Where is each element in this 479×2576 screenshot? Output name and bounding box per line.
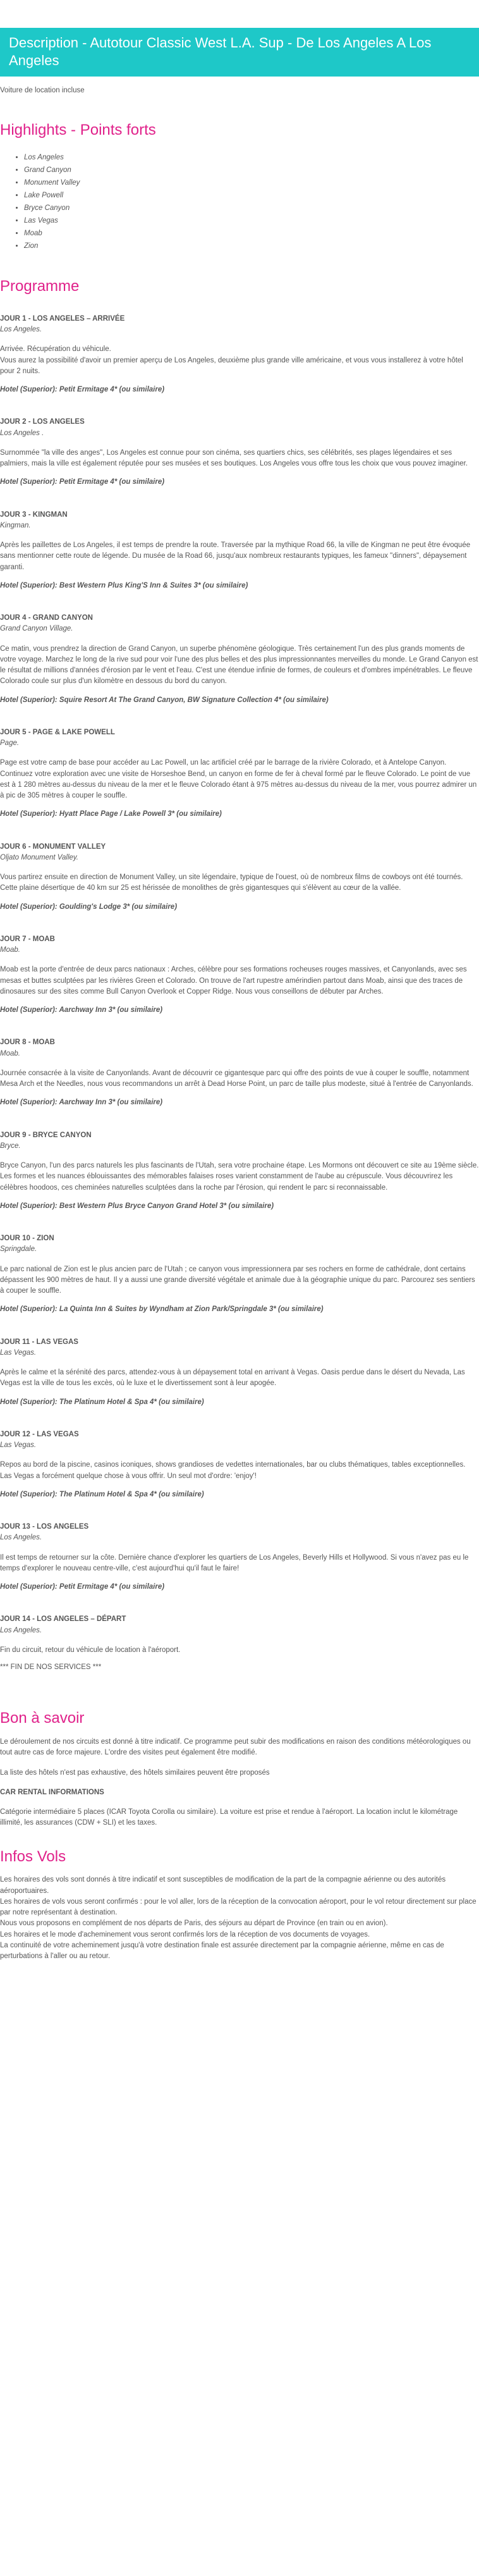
day-heading: JOUR 11 - LAS VEGAS [0,1338,78,1346]
day-heading: JOUR 3 - KINGMAN [0,510,68,519]
day-description: Ce matin, vous prendrez la direction de Grand Canyon, un superbe phénomène géologique. Très certainement l'un des plus grands moments de votre voyage. Marchez le long de la rive sud pour voir l'une des plus belles et des plus impressionnantes merveilles du monde. Le Grand Canyon est le résultat de millions d'années d'érosion par le vent et l'eau. C'est une étendue infinie de formes, de couleurs et d'ombres impénétrables. Le fleuve Colorado coule sur plus d'un kilomètre en dessous du bord du canyon. [0,644,478,686]
day-city: Bryce. [0,1142,21,1150]
programme-day [0,934,479,1016]
day-city: Oljato Monument Valley. [0,853,79,861]
day-heading: JOUR 2 - LOS ANGELES [0,418,85,426]
day-city: Moab. [0,946,20,954]
highlight-item: • Las Vegas [24,214,479,227]
highlight-item: • Bryce Canyon [24,202,479,214]
day-description: Fin du circuit, retour du véhicule de location à l'aéroport. [0,1646,181,1654]
day-city: Page. [0,739,20,748]
day-hotel: Hotel (Superior): Best Western Plus King'S Inn & Suites 3* (ou similaire) [0,581,248,589]
infos-vols-section [0,1848,479,1963]
bon-a-savoir-p2: La liste des hôtels n'est pas exhaustive, des hôtels similaires peuvent être proposés [0,1768,270,1777]
infos-vols-text: Les horaires des vols sont donnés à titre indicatif et sont susceptibles de modification de la part de la compagnie aérienne ou des autorités aéroportuaires. Les horaires de vols vous seront confirmés : pour le vol aller, lors de la réception de la convocation aéroport, pour le vol retour directement sur place par notre représentant à destination. Nous vous proposons en complément de nos départs de Paris, des séjours au départ de Province (en train ou en avion). Les horaires et le mode d'acheminement vous seront confirmés lors de la réception de vos documents de voyages. La continuité de votre acheminement jusqu'à votre destination finale est assurée directement par la compagnie aérienne, même en cas de perturbations à l'aller ou au retour. [0,1876,476,1961]
day-heading: JOUR 14 - LOS ANGELES – DÉPART [0,1615,126,1624]
day-city: Los Angeles. [0,1626,42,1634]
day-description: Vous partirez ensuite en direction de Monument Valley, un site légendaire, typique de l'ouest, où de nombreux films de cowboys ont été tournés. Cette plaine désertique de 40 km sur 25 est hérissée de monolithes de grès gigantesques qui s'élèvent au cœur de la vallée. [0,873,463,892]
bon-a-savoir-section [0,1710,479,1828]
day-description: Arrivée. Récupération du véhicule. Vous aurez la possibilité d'avoir un premier aperçu de Los Angeles, deuxième plus grande ville américaine, et vous vous installerez à votre hôtel pour 2 nuits. [0,345,463,375]
page-title: Description - Autotour Classic West L.A. Sup - De Los Angeles A Los Angeles [0,28,479,77]
day-heading: JOUR 12 - LAS VEGAS [0,1430,79,1438]
end-of-services: *** FIN DE NOS SERVICES *** [0,1663,102,1672]
day-heading: JOUR 1 - LOS ANGELES – ARRIVÉE [0,314,125,323]
day-heading: JOUR 13 - LOS ANGELES [0,1523,89,1531]
day-description: Surnommée "la ville des anges", Los Angeles est connue pour son cinéma, ses quartiers chics, ses célébrités, ses plages légendaires et ses palmiers, mais la ville est également réputée pour ses musées et ses boutiques. Los Angeles vous offre tous les choix que vous pouvez imaginer. [0,448,468,468]
day-description: Repos au bord de la piscine, casinos iconiques, shows grandioses de vedettes internationales, bar ou clubs thématiques, tables exceptionnelles. Las Vegas a forcément quelque chose à vous offrir. Un seul mot d'ordre: 'enjoy'! [0,1461,466,1480]
day-city: Las Vegas. [0,1441,37,1450]
highlight-item: • Monument Valley [24,176,479,189]
programme-day [0,1429,479,1500]
programme-day [0,727,479,820]
programme-day [0,1130,479,1212]
highlight-item: • Lake Powell [24,189,479,202]
day-hotel: Hotel (Superior): The Platinum Hotel & Spa 4* (ou similaire) [0,1490,204,1498]
intro-text: Voiture de location incluse [0,87,85,94]
infos-vols-heading: Infos Vols [0,1847,66,1865]
day-hotel: Hotel (Superior): Best Western Plus Bryce Canyon Grand Hotel 3* (ou similaire) [0,1202,274,1210]
highlight-item: • Moab [24,227,479,240]
programme-day [0,1337,479,1408]
day-heading: JOUR 10 - ZION [0,1235,54,1243]
day-description: Journée consacrée à la visite de Canyonlands. Avant de découvrir ce gigantesque parc qui offre des points de vue à couper le souffle, notamment Mesa Arch et the Needles, nous vous recommandons un arrêt à Dead Horse Point, un parc de taille plus modeste, situé à l'entrée de Canyonlands. [0,1069,473,1088]
highlight-item: • Los Angeles [24,151,479,164]
day-hotel: Hotel (Superior): Aarchway Inn 3* (ou similaire) [0,1099,163,1107]
highlight-item: • Grand Canyon [24,164,479,176]
programme-day [0,314,479,396]
day-heading: JOUR 7 - MOAB [0,935,55,943]
programme-day [0,842,479,913]
day-description: Bryce Canyon, l'un des parcs naturels les plus fascinants de l'Utah, sera votre prochaine étape. Les Mormons ont découvert ce site au 19ème siècle. Les formes et les nuances éblouissantes des mémorables falaises roses varient constamment de l'aube au crépuscule. Vous découvrirez les célèbres hoodoos, ces cheminées naturelles sculptées dans la roche par l'érosion, qui rendent le parc si reconnaissable. [0,1162,479,1192]
day-hotel: Hotel (Superior): Petit Ermitage 4* (ou similaire) [0,478,165,486]
day-heading: JOUR 5 - PAGE & LAKE POWELL [0,728,115,736]
day-city: Grand Canyon Village. [0,625,73,633]
day-hotel: Hotel (Superior): Petit Ermitage 4* (ou similaire) [0,386,165,394]
day-city: Moab. [0,1049,20,1057]
day-heading: JOUR 8 - MOAB [0,1038,55,1047]
programme-day [0,613,479,706]
day-hotel: Hotel (Superior): La Quinta Inn & Suites by Wyndham at Zion Park/Springdale 3* (ou similaire) [0,1305,324,1314]
highlights-section [0,121,479,252]
programme-heading: Programme [0,278,80,295]
day-city: Kingman. [0,521,31,529]
day-hotel: Hotel (Superior): Aarchway Inn 3* (ou similaire) [0,1006,163,1014]
day-city: Los Angeles. [0,1534,42,1542]
programme-day [0,510,479,592]
day-heading: JOUR 9 - BRYCE CANYON [0,1131,92,1139]
programme-day [0,1614,479,1656]
day-city: Springdale. [0,1245,37,1254]
day-city: Las Vegas. [0,1348,37,1357]
car-rental-text: Catégorie intermédiaire 5 places (ICAR Toyota Corolla ou similaire). La voiture est prise et rendue à l'aéroport. La location inclut le kilométrage illimité, les assurances (CDW + SLI) et les taxes. [0,1808,458,1827]
day-description: Page est votre camp de base pour accéder au Lac Powell, un lac artificiel créé par le barrage de la rivière Colorado, et à Antelope Canyon. Continuez votre exploration avec une visite de Horseshoe Bend, un canyon en forme de fer à cheval formé par le fleuve Colorado. Le point de vue est à 1 280 mètres au-dessus du niveau de la mer et le fleuve Colorado étant à 975 mètres au-dessus du niveau de la mer, vous pourrez admirer un à pic de 305 mètres à couper le souffle. [0,759,477,800]
programme-day [0,417,479,488]
programme-days [0,314,479,1656]
day-heading: JOUR 4 - GRAND CANYON [0,614,93,622]
day-hotel: Hotel (Superior): Petit Ermitage 4* (ou similaire) [0,1583,165,1591]
programme-day [0,1233,479,1316]
day-hotel: Hotel (Superior): Goulding's Lodge 3* (ou similaire) [0,903,178,911]
programme-section [0,278,479,1673]
day-hotel: Hotel (Superior): The Platinum Hotel & Spa 4* (ou similaire) [0,1398,204,1406]
highlights-list [0,151,479,252]
day-heading: JOUR 6 - MONUMENT VALLEY [0,842,106,851]
day-description: Après les paillettes de Los Angeles, il est temps de prendre la route. Traversée par la mythique Road 66, la ville de Kingman ne peut être évoquée sans mentionner cette route de légende. Du musée de la Road 66, jusqu'aux nombreux restaurants typiques, les fameux "dinners", dépaysement garanti. [0,541,471,571]
day-description: Le parc national de Zion est le plus ancien parc de l'Utah ; ce canyon vous impressionnera par ses rochers en forme de cathédrale, dont certains dépassent les 900 mètres de haut. Il y a aussi une grande diversité végétale et animale due à la géographie unique du parc. Parcourez ses sentiers à couper le souffle. [0,1265,475,1295]
day-city: Los Angeles. [0,326,42,334]
day-hotel: Hotel (Superior): Squire Resort At The Grand Canyon, BW Signature Collection 4* (ou similaire) [0,696,329,704]
day-city: Los Angeles . [0,429,44,437]
highlight-item: • Zion [24,240,479,252]
programme-day [0,1522,479,1593]
programme-day [0,1037,479,1108]
bon-a-savoir-p1: Le déroulement de nos circuits est donné à titre indicatif. Ce programme peut subir des modifications en raison des conditions météorologiques ou tout autre cas de force majeure. L'ordre des visites peut également être modifié. [0,1738,471,1757]
bon-a-savoir-heading: Bon à savoir [0,1710,85,1727]
day-hotel: Hotel (Superior): Hyatt Place Page / Lake Powell 3* (ou similaire) [0,810,222,818]
highlights-heading: Highlights - Points forts [0,121,156,139]
day-description: Moab est la porte d'entrée de deux parcs nationaux : Arches, célèbre pour ses formations rocheuses rouges massives, et Canyonlands, avec ses mesas et buttes sculptées par les rivières Green et Colorado. On trouve de l'art rupestre amérindien partout dans Moab, ainsi que des traces de dinosaures sur des sites comme Bull Canyon Overlook et Copper Ridge. Nous vous conseillons de débuter par Arches. [0,966,467,995]
day-description: Après le calme et la sérénité des parcs, attendez-vous à un dépaysement total en arrivant à Vegas. Oasis perdue dans le désert du Nevada, Las Vegas est la ville de tous les excès, où le luxe et le divertissement sont à leur apogée. [0,1369,465,1388]
car-rental-heading: CAR RENTAL INFORMATIONS [0,1788,104,1796]
day-description: Il est temps de retourner sur la côte. Dernière chance d'explorer les quartiers de Los Angeles, Beverly Hills et Hollywood. Si vous n'avez pas eu le temps d'explorer le nouveau centre-ville, c'est aujourd'hui qu'il faut le faire! [0,1553,469,1572]
